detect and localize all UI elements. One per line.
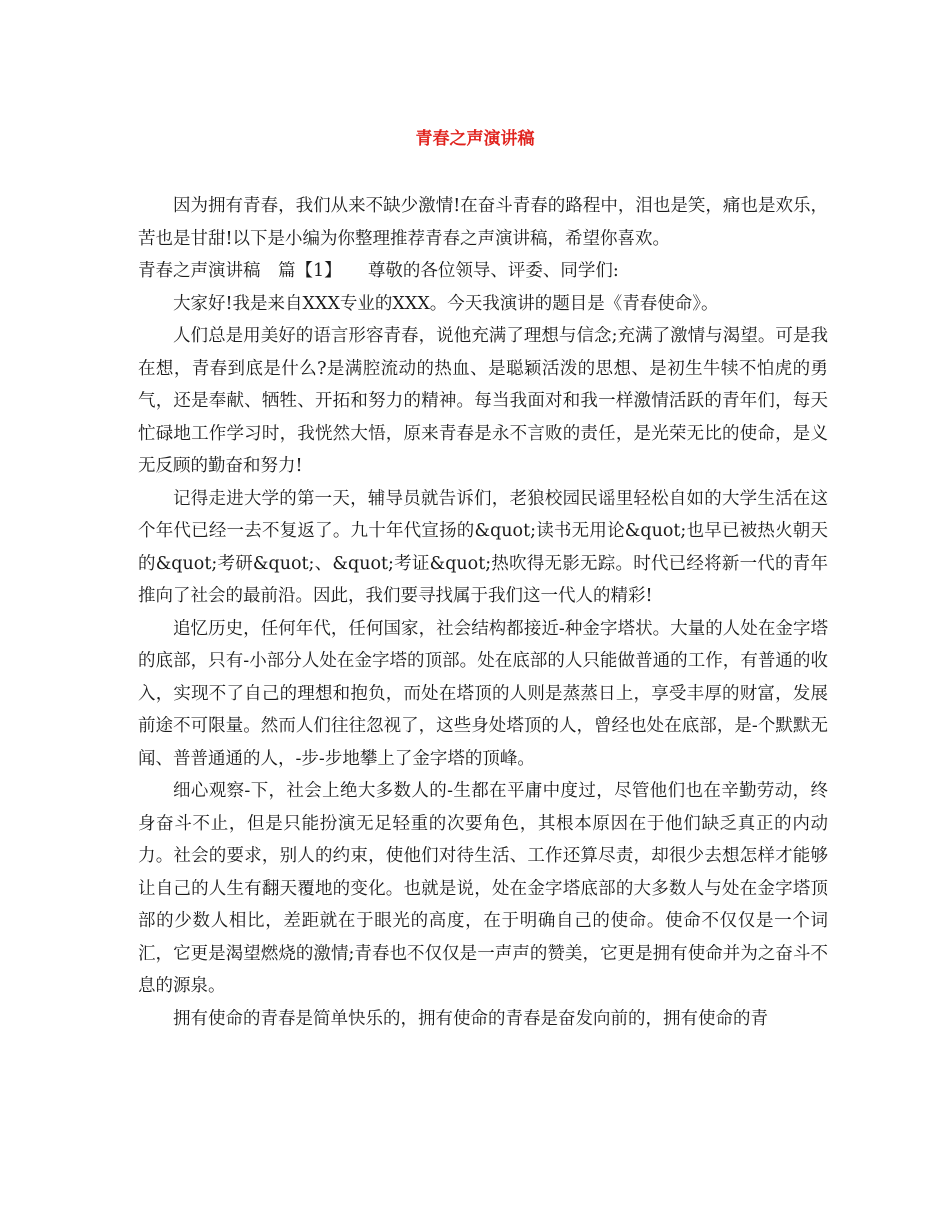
body-paragraph: 大家好!我是来自XXX专业的XXX。今天我演讲的题目是《青春使命》。	[173, 293, 719, 314]
document-body	[138, 190, 828, 1035]
body-paragraph: 人们总是用美好的语言形容青春，说他充满了理想与信念;充满了激情与渴望。可是我在想，青春到底是什么?是满腔流动的热血、是聪颖活泼的思想、是初生牛犊不怕虎的勇气，还是奉献、牺牲、开拓和努力的精神。每当我面对和我一样激情活跃的青年们，每天忙碌地工作学习时，我恍然大悟，原来青春是永不言败的责任，是光荣无比的使命，是义无反顾的勤奋和努力!	[138, 326, 828, 476]
body-paragraph: 拥有使命的青春是简单快乐的，拥有使命的青春是奋发向前的，拥有使命的青	[173, 1008, 768, 1029]
body-paragraph: 细心观察-下，社会上绝大多数人的-生都在平庸中度过，尽管他们也在辛勤劳动，终身奋斗不止，但是只能扮演无足轻重的次要角色，其根本原因在于他们缺乏真正的内动力。社会的要求，别人的约束，使他们对待生活、工作还算尽责，却很少去想怎样才能够让自己的人生有翻天覆地的变化。也就是说，处在金字塔底部的大多数人与处在金字塔顶部的少数人相比，差距就在于眼光的高度，在于明确自己的使命。使命不仅仅是一个词汇，它更是渴望燃烧的激情;青春也不仅仅是一声声的赞美，它更是拥有使命并为之奋斗不息的源泉。	[138, 781, 828, 996]
intro-paragraph: 因为拥有青春，我们从来不缺少激情!在奋斗青春的路程中，泪也是笑，痛也是欢乐，苦也是甘甜!以下是小编为你整理推荐青春之声演讲稿，希望你喜欢。	[138, 196, 828, 249]
section-heading: 青春之声演讲稿 篇【1】 尊敬的各位领导、评委、同学们:	[138, 261, 619, 281]
body-paragraph: 追忆历史，任何年代，任何国家，社会结构都接近-种金字塔状。大量的人处在金字塔的底部，只有-小部分人处在金字塔的顶部。处在底部的人只能做普通的工作，有普通的收入，实现不了自己的理想和抱负，而处在塔顶的人则是蒸蒸日上，享受丰厚的财富，发展前途不可限量。然而人们往往忽视了，这些身处塔顶的人，曾经也处在底部，是-个默默无闻、普普通通的人，-步-步地攀上了金字塔的顶峰。	[138, 618, 828, 769]
document-title: 青春之声演讲稿	[415, 129, 535, 149]
body-paragraph: 记得走进大学的第一天，辅导员就告诉们，老狼校园民谣里轻松自如的大学生活在这个年代已经一去不复返了。九十年代宣扬的&quot;读书无用论&quot;也早已被热火朝天的&quot;考研&quot;、&quot;考证&quot;热吹得无影无踪。时代已经将新一代的青年推向了社会的最前沿。因此，我们要寻找属于我们这一代人的精彩!	[138, 488, 828, 606]
